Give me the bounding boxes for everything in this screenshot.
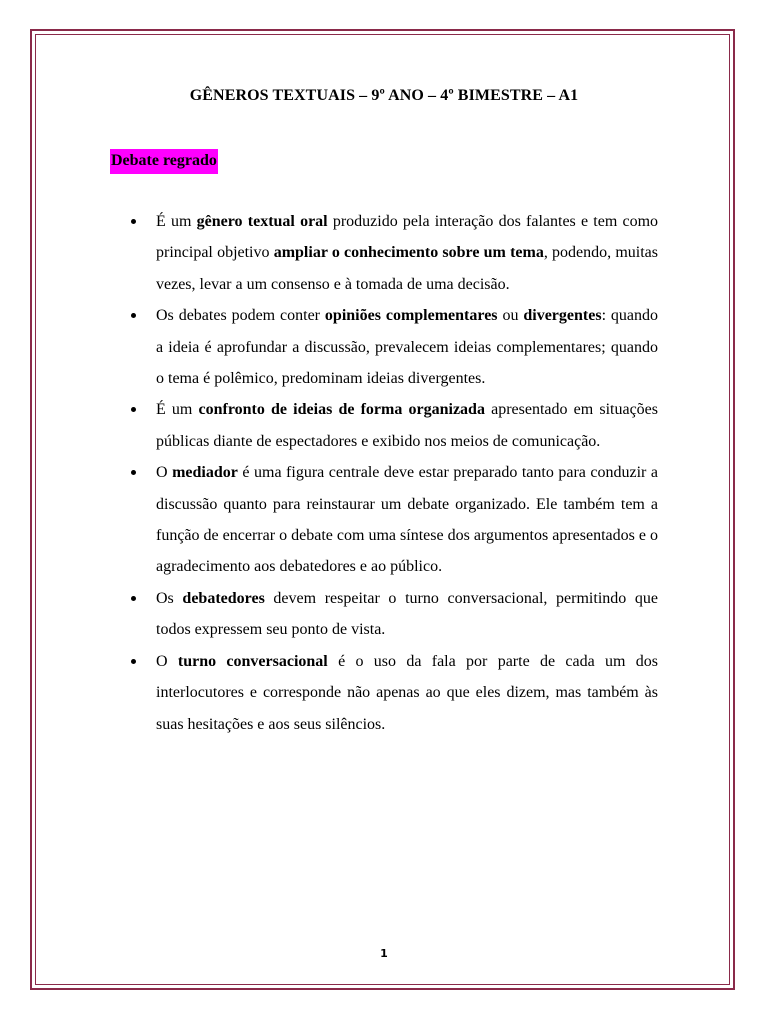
bullet-item-confronto (156, 394, 658, 457)
bullet-dot-icon (131, 596, 136, 601)
bullet-item-debatedores (156, 583, 658, 646)
bullet-text: , podendo, muitas vezes, levar a um consenso e à tomada de uma decisão. (156, 244, 659, 293)
bullet-bold-text: turno conversacional (177, 652, 328, 670)
bullet-text: Os debates podem conter (156, 307, 325, 325)
bullet-text: apresentado em situações públicas diante de espectadores e exibido nos meios de comunicação. (156, 401, 658, 450)
bullet-bold-text: debatedores (182, 589, 265, 607)
section-heading: Debate regrado (110, 149, 218, 174)
bullet-list (156, 206, 658, 740)
bullet-dot-icon (131, 659, 136, 664)
bullet-item-turno (156, 646, 658, 740)
bullet-bold-text: ampliar o conhecimento sobre um tema (273, 244, 544, 262)
bullet-bold-text: divergentes (523, 307, 602, 325)
bullet-item-genero (156, 206, 658, 300)
page-number: 1 (380, 947, 388, 960)
bullet-text: : quando a ideia é aprofundar a discussão, prevalecem ideias complementares; quando o tema é polêmico, predominam ideias divergentes. (156, 307, 659, 388)
bullet-text: O (156, 652, 178, 670)
bullet-item-mediador (156, 457, 658, 583)
document-title: GÊNEROS TEXTUAIS – 9º ANO – 4º BIMESTRE – A1 (189, 87, 579, 104)
bullet-bold-text: mediador (172, 464, 238, 482)
bullet-text: É um (156, 401, 199, 419)
bullet-text: É um (156, 213, 197, 230)
bullet-bold-text: opiniões complementares (324, 307, 498, 325)
bullet-text: é o uso da fala por parte de cada um dos interlocutores e corresponde não apenas ao que eles dizem, mas também às suas hesitações e aos seus silêncios. (156, 652, 659, 733)
bullet-bold-text: confronto de ideias de forma organizada (198, 401, 485, 419)
bullet-dot-icon (131, 219, 136, 224)
bullet-text: devem respeitar o turno conversacional, permitindo que todos expressem seu ponto de vista. (156, 589, 659, 639)
bullet-item-opinioes (156, 300, 658, 394)
bullet-text: produzido pela interação dos falantes e tem como principal objetivo (156, 213, 659, 262)
bullet-text: ou (497, 307, 524, 325)
bullet-text: O (156, 464, 173, 482)
bullet-text: é uma figura centrale deve estar preparado tanto para conduzir a discussão quanto para reinstaurar um debate organizado. Ele também tem a função de encerrar o debate com uma síntese dos argumentos apresentados e o agradecimento aos debatedores e ao público. (156, 464, 658, 576)
bullet-text: Os (156, 589, 183, 607)
bullet-bold-text: gênero textual oral (196, 213, 328, 230)
